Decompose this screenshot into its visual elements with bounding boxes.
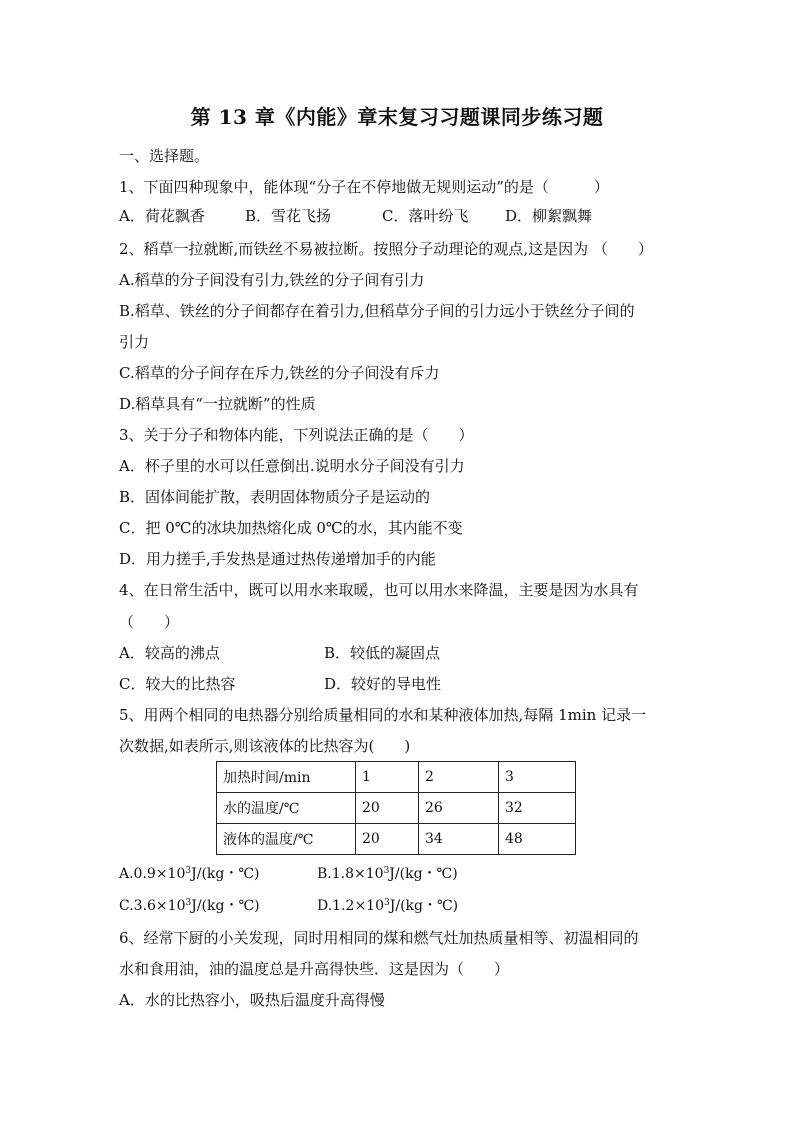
table-cell: 水的温度/℃ xyxy=(217,793,356,824)
option-b: B．较低的凝固点 xyxy=(324,644,441,662)
question-5-stem-continued: 次数据,如表所示,则该液体的比热容为( ) xyxy=(119,737,411,755)
table-cell: 液体的温度/℃ xyxy=(217,824,356,855)
option-d-base: D.1.2×10 xyxy=(317,898,384,914)
option-d xyxy=(317,896,458,916)
option-a: A．较高的沸点 xyxy=(119,644,220,662)
question-6-stem-continued: 水和食用油，油的温度总是升高得快些．这是因为（ ） xyxy=(119,960,510,978)
option-c: C．把 0℃的冰块加热熔化成 0℃的水，其内能不变 xyxy=(119,519,463,537)
option-d-unit: J/(kg・℃) xyxy=(389,898,459,914)
option-b: B.稻草、铁丝的分子间都存在着引力,但稻草分子间的引力远小于铁丝分子间的 xyxy=(119,302,635,320)
table-cell: 34 xyxy=(419,824,499,855)
option-b-unit: J/(kg・℃) xyxy=(389,866,458,882)
option-c: C．较大的比热容 xyxy=(119,675,236,693)
option-a: A．荷花飘香 xyxy=(119,207,205,225)
question-6-stem: 6、经常下厨的小关发现，同时用相同的煤和燃气灶加热质量相等、初温相同的 xyxy=(119,929,639,947)
option-b-exponent: 3 xyxy=(383,866,390,876)
option-b-continued: 引力 xyxy=(119,333,150,351)
option-a-base: A.0.9×10 xyxy=(119,866,186,882)
option-a-unit: J/(kg・℃) xyxy=(191,866,260,882)
option-c-exponent: 3 xyxy=(185,898,192,908)
table-cell: 20 xyxy=(356,824,419,855)
option-b: B．雪花飞扬 xyxy=(245,207,332,225)
option-c-base: C.3.6×10 xyxy=(119,898,186,914)
option-d: D.稻草具有“一拉就断”的性质 xyxy=(119,395,316,413)
question-5-stem: 5、用两个相同的电热器分别给质量相同的水和某种液体加热,每隔 1min 记录一 xyxy=(119,706,647,724)
option-c: C.稻草的分子间存在斥力,铁丝的分子间没有斥力 xyxy=(119,364,440,382)
option-b: B．固体间能扩散，表明固体物质分子是运动的 xyxy=(119,488,431,506)
question-4-stem: 4、在日常生活中，既可以用水来取暖，也可以用水来降温，主要是因为水具有 xyxy=(119,581,639,599)
option-d: D．柳絮飘舞 xyxy=(505,207,593,225)
option-b-base: B.1.8×10 xyxy=(317,866,384,882)
option-c xyxy=(119,896,260,916)
option-d-exponent: 3 xyxy=(384,898,390,908)
table-cell: 3 xyxy=(499,762,576,793)
table-cell: 20 xyxy=(356,793,419,824)
table-cell: 32 xyxy=(499,793,576,824)
question-2-stem: 2、稻草一拉就断,而铁丝不易被拉断。按照分子动理论的观点,这是因为 （ ） xyxy=(119,240,653,258)
option-a xyxy=(119,864,259,884)
option-b xyxy=(317,864,458,884)
option-d: D．用力搓手,手发热是通过热传递增加手的内能 xyxy=(119,550,436,568)
table-cell: 26 xyxy=(419,793,499,824)
table-row xyxy=(217,793,576,824)
table-cell: 2 xyxy=(419,762,499,793)
question-3-stem: 3、关于分子和物体内能，下列说法正确的是（ ） xyxy=(119,426,474,444)
option-a: A．杯子里的水可以任意倒出.说明水分子间没有引力 xyxy=(119,457,465,475)
table-cell: 1 xyxy=(356,762,419,793)
question-1-stem: 1、下面四种现象中，能体现“分子在不停地做无规则运动”的是（ ） xyxy=(119,178,609,196)
table-row xyxy=(217,762,576,793)
table-row xyxy=(217,824,576,855)
section-heading: 一、选择题。 xyxy=(119,147,210,165)
option-d: D．较好的导电性 xyxy=(324,675,442,693)
option-a: A.稻草的分子间没有引力,铁丝的分子间有引力 xyxy=(119,271,425,289)
page-title: 第 13 章《内能》章末复习习题课同步练习题 xyxy=(190,105,604,129)
option-a: A．水的比热容小，吸热后温度升高得慢 xyxy=(119,991,385,1009)
option-a-exponent: 3 xyxy=(185,866,192,876)
data-table xyxy=(216,761,576,855)
table-cell: 加热时间/min xyxy=(217,762,356,793)
option-c-unit: J/(kg・℃) xyxy=(191,898,260,914)
option-c: C．落叶纷飞 xyxy=(382,207,469,225)
question-4-answer-blank: （ ） xyxy=(119,613,180,631)
table-cell: 48 xyxy=(499,824,576,855)
